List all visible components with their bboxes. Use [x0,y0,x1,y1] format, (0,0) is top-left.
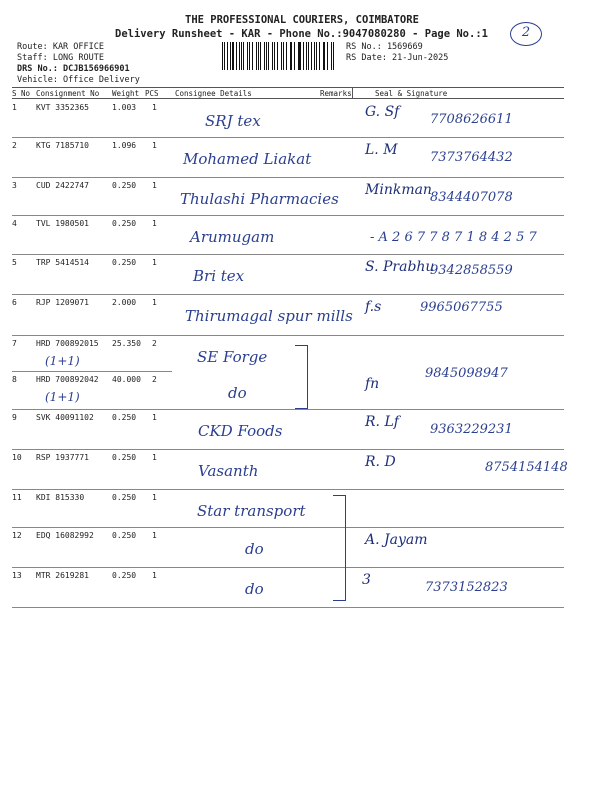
barcode-bar [230,42,231,70]
barcode-bar [286,42,287,70]
row-consignment: HRD 700892015 [36,339,99,348]
barcode-bar [311,42,312,70]
row-weight: 1.096 [112,141,137,150]
table-top-rule [12,87,564,88]
row-signature: Minkman [365,182,432,198]
row-phone: 8754154148 [485,460,568,475]
row-signature: A. Jayam [365,532,428,548]
row-rule [12,527,564,528]
row-consignee: do [228,384,247,402]
barcode-bar [314,42,315,70]
page-marker [510,22,542,46]
row-signature: L. M [365,142,398,158]
row-consignment: MTR 2619281 [36,571,89,580]
barcode-bar [298,42,299,70]
col-seal: Seal & Signature [375,89,448,98]
row-sno: 9 [12,413,17,422]
row-rule [12,294,564,295]
row-consignee: do [245,580,264,598]
row-sno: 2 [12,141,17,150]
row-pcs: 1 [152,453,157,462]
row-consignment: EDQ 16082992 [36,531,94,540]
row-consignee: Thirumagal spur mills [185,307,353,325]
page-marker-number: 2 [521,25,531,40]
bracket-star-transport [333,495,346,601]
row-rule [12,371,172,372]
barcode-bar [319,42,320,70]
barcode-bar [258,42,259,70]
row-signature: fn [365,376,380,392]
row-consignee: do [245,540,264,558]
row-pcs: 1 [152,103,157,112]
barcode-bar [256,42,257,70]
row-rule [12,567,564,568]
row-consignee: Vasanth [198,462,259,480]
row-consignment: RSP 1937771 [36,453,89,462]
barcode-bar [243,42,244,70]
row-pcs: 1 [152,493,157,502]
row-rule [12,449,564,450]
barcode-bar [291,42,292,70]
row-weight: 0.250 [112,571,137,580]
row-pcs: 1 [152,181,157,190]
row-consignee: SRJ tex [205,112,261,130]
row-sno: 7 [12,339,17,348]
barcode-bar [272,42,273,70]
barcode-bar [264,42,265,70]
row-consignment: KTG 7185710 [36,141,89,150]
row-signature: R. D [365,454,396,470]
row-consignment: CUD 2422747 [36,181,89,190]
row-sno: 5 [12,258,17,267]
barcode-bar [249,42,250,70]
row-rule [12,215,564,216]
row-consignee: Bri tex [193,267,245,285]
row-pcs: 1 [152,413,157,422]
barcode-bar [281,42,283,70]
row-rule [12,177,564,178]
row-consignment: TRP 5414514 [36,258,89,267]
vehicle-label: Vehicle: Office Delivery [17,75,140,85]
route-label: Route: KAR OFFICE [17,42,104,52]
rs-number: RS No.: 1569669 [346,42,423,52]
row-pcs-note: (1+1) [45,390,80,404]
barcode-bar [303,42,304,70]
row-phone: - A 2 6 7 7 8 7 1 8 4 2 5 7 [370,230,537,245]
barcode-bar [290,42,291,70]
row-phone: 7373764432 [430,150,513,165]
row-consignee: CKD Foods [198,422,283,440]
barcode-bar [239,42,240,70]
barcode-bar [266,42,267,70]
barcode-bar [327,42,329,70]
row-sno: 12 [12,531,22,540]
row-consignee: Star transport [197,502,306,520]
row-consignee: Mohamed Liakat [183,150,312,168]
barcode-bar [268,42,269,70]
barcode-bar [299,42,301,70]
barcode-bar [331,42,332,70]
row-pcs: 2 [152,339,157,348]
row-weight: 0.250 [112,531,137,540]
row-sno: 6 [12,298,17,307]
table-header-rule [12,98,564,99]
barcode-bar [236,42,237,70]
barcode-bar [294,42,295,70]
row-weight: 25.350 [112,339,141,348]
barcode-bar [333,42,334,70]
row-pcs: 1 [152,531,157,540]
row-phone: 9363229231 [430,422,513,437]
barcode-bar [247,42,248,70]
barcode-bar [252,42,254,70]
barcode-bar [324,42,325,70]
barcode-bar [283,42,284,70]
col-weight: Weight [112,89,140,98]
row-phone: 9342858559 [430,263,513,278]
barcode-bar [260,42,261,70]
row-weight: 0.250 [112,181,137,190]
row-rule [12,335,564,336]
barcode [222,42,336,70]
bracket-se-forge [295,345,308,409]
row-weight: 40.000 [112,375,141,384]
barcode-bar [323,42,324,70]
drs-number: DRS No.: DCJB156966901 [17,64,130,74]
row-consignment: RJP 1209071 [36,298,89,307]
row-weight: 2.000 [112,298,137,307]
col-remarks: Remarks [320,89,352,98]
row-sno: 13 [12,571,22,580]
col-consignee: Consignee Details [175,89,252,98]
row-rule [12,489,564,490]
row-consignee: Thulashi Pharmacies [180,190,339,208]
row-signature: G. Sf [365,104,400,120]
row-pcs: 1 [152,571,157,580]
row-weight: 0.250 [112,493,137,502]
row-consignment: TVL 1980501 [36,219,89,228]
remarks-left-rule [352,87,353,99]
row-phone: 9965067755 [420,300,503,315]
barcode-bar [274,42,275,70]
row-sno: 1 [12,103,17,112]
barcode-bar [222,42,223,70]
row-pcs: 1 [152,219,157,228]
row-consignee: SE Forge [197,348,268,366]
barcode-bar [241,42,242,70]
row-consignment: KDI 815330 [36,493,85,502]
row-rule [12,254,564,255]
row-pcs: 1 [152,141,157,150]
row-rule [12,607,564,608]
row-sno: 3 [12,181,17,190]
row-pcs: 1 [152,258,157,267]
row-sno: 8 [12,375,17,384]
row-phone: 7708626611 [430,112,513,127]
row-sno: 4 [12,219,17,228]
staff-label: Staff: LONG ROUTE [17,53,104,63]
row-rule [12,137,564,138]
row-phone: 7373152823 [425,580,508,595]
row-weight: 0.250 [112,413,137,422]
barcode-bar [306,42,307,70]
barcode-bar [316,42,317,70]
runsheet-subtitle: Delivery Runsheet - KAR - Phone No.:9047080280 - Page No.:1 [115,28,488,40]
row-phone: 9845098947 [425,366,508,381]
row-signature: R. Lf [365,414,399,430]
barcode-bar [227,42,228,70]
row-signature: S. Prabhu [365,259,435,275]
row-consignment: SVK 40091102 [36,413,94,422]
row-consignee: Arumugam [190,228,275,246]
row-weight: 0.250 [112,258,137,267]
row-sno: 10 [12,453,22,462]
row-consignment: HRD 700892042 [36,375,99,384]
barcode-bar [224,42,225,70]
row-signature: f.s [365,299,382,315]
barcode-bar [277,42,278,70]
barcode-bar [308,42,309,70]
row-weight: 1.003 [112,103,137,112]
row-pcs-note: (1+1) [45,354,80,368]
row-rule [12,409,564,410]
row-pcs: 1 [152,298,157,307]
row-weight: 0.250 [112,453,137,462]
barcode-bar [232,42,234,70]
row-weight: 0.250 [112,219,137,228]
rs-date: RS Date: 21-Jun-2025 [346,53,449,63]
col-sno: S No [12,89,31,98]
row-pcs: 2 [152,375,157,384]
row-signature: 3 [362,572,371,588]
col-pcs: PCS [145,89,159,98]
company-title: THE PROFESSIONAL COURIERS, COIMBATORE [185,14,419,26]
row-consignment: KVT 3352365 [36,103,89,112]
col-consignment: Consignment No [36,89,100,98]
row-phone: 8344407078 [430,190,513,205]
row-sno: 11 [12,493,22,502]
